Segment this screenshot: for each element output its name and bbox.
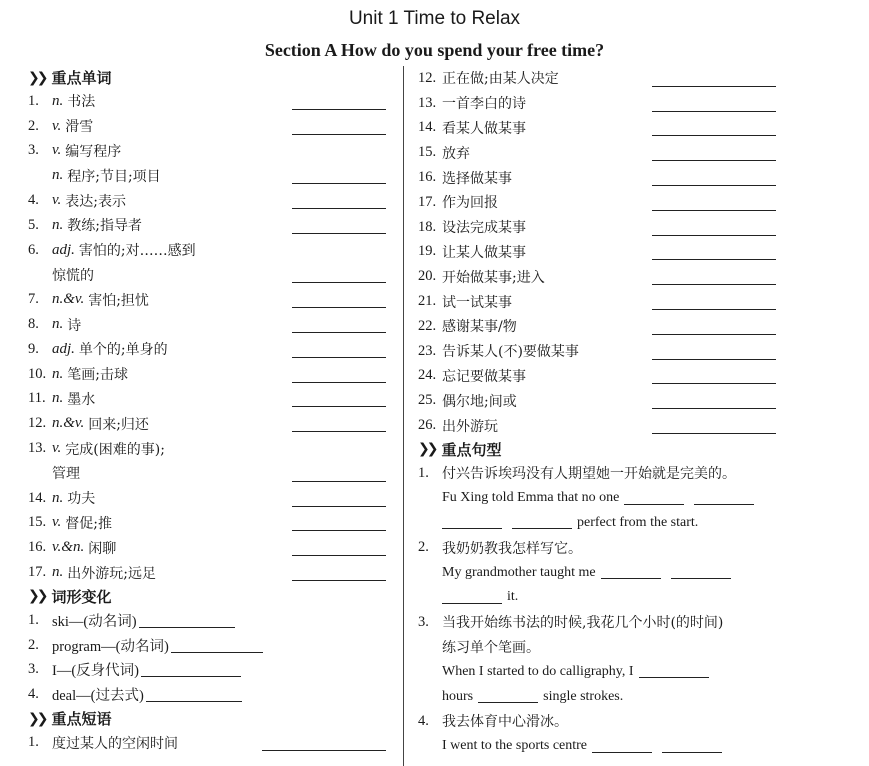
answer-line[interactable] — [292, 506, 386, 507]
answer-line[interactable] — [292, 282, 386, 283]
item-meaning: 督促;推 — [65, 515, 113, 532]
vocab-item — [28, 436, 390, 461]
part-of-speech: n. — [52, 390, 64, 407]
item-number: 12. — [418, 69, 437, 86]
answer-line[interactable] — [146, 687, 242, 702]
vocab-item — [28, 163, 390, 188]
double-chevron-icon: ❯❯ — [28, 588, 46, 605]
phrase-item — [28, 730, 390, 755]
item-meaning: 偶尔地;间或 — [442, 393, 517, 410]
part-of-speech: n. — [52, 216, 64, 233]
phrase-item — [418, 140, 780, 165]
part-of-speech: n. — [52, 564, 64, 581]
word-form-item — [28, 633, 390, 658]
phrase-item — [418, 165, 780, 190]
answer-line[interactable] — [652, 86, 776, 87]
part-of-speech: v. — [52, 117, 62, 134]
answer-line[interactable] — [262, 750, 386, 751]
item-meaning: 功夫 — [67, 491, 96, 508]
word-form-item — [28, 608, 390, 633]
sentence-2-en-b: it. — [418, 585, 780, 610]
item-number: 13. — [28, 440, 47, 457]
part-of-speech: n.&v. — [52, 415, 85, 432]
vocab-item — [28, 337, 390, 362]
item-meaning: 回来;归还 — [88, 416, 149, 433]
phrase-item — [418, 364, 780, 389]
answer-line[interactable] — [292, 134, 386, 135]
item-meaning: 出外游玩;远足 — [67, 565, 156, 582]
answer-blank[interactable] — [639, 665, 709, 678]
item-number: 15. — [418, 144, 437, 161]
answer-line[interactable] — [652, 259, 776, 260]
item-number: 8. — [28, 316, 39, 333]
answer-blank[interactable] — [478, 690, 538, 703]
vocab-item — [28, 312, 390, 337]
phrase-item — [418, 215, 780, 240]
item-number: 12. — [28, 415, 47, 432]
item-meaning: 让某人做某事 — [442, 244, 526, 261]
sentence-2-cn: 2. 我奶奶教我怎样写它。 — [418, 539, 582, 557]
answer-line[interactable] — [652, 334, 776, 335]
item-meaning: 告诉某人(不)要做某事 — [442, 344, 579, 361]
answer-line[interactable] — [292, 183, 386, 184]
answer-line[interactable] — [292, 307, 386, 308]
word-form-item — [28, 658, 390, 683]
sentence-1-en-b: perfect from the start. — [418, 511, 780, 536]
vocab-item — [28, 511, 390, 536]
answer-line[interactable] — [292, 332, 386, 333]
vocab-item — [28, 486, 390, 511]
section-label: 词形变化 — [51, 587, 112, 606]
part-of-speech: n. — [52, 92, 64, 109]
item-number: 9. — [28, 340, 39, 357]
item-number: 5. — [28, 216, 39, 233]
phrase-item — [418, 388, 780, 413]
item-number: 20. — [418, 268, 437, 285]
answer-line[interactable] — [292, 233, 386, 234]
column-divider — [403, 66, 404, 766]
word-form-item — [28, 682, 390, 707]
item-number: 23. — [418, 342, 437, 359]
answer-line[interactable] — [139, 613, 235, 628]
vocab-item — [28, 114, 390, 139]
phrase-item — [418, 289, 780, 314]
sentence-4-cn: 4. 我去体育中心滑冰。 — [418, 712, 568, 731]
phrase-item — [418, 240, 780, 265]
vocab-list — [28, 89, 390, 585]
item-meaning: 害怕的;对……感到 — [78, 243, 196, 260]
answer-line[interactable] — [292, 481, 386, 482]
item-meaning: 设法完成某事 — [442, 220, 526, 237]
item-meaning: 放弃 — [442, 145, 470, 162]
item-meaning: 选择做某事 — [442, 170, 512, 187]
vocab-item — [28, 89, 390, 114]
part-of-speech: v.&n. — [52, 539, 85, 556]
item-number: 1. — [28, 611, 39, 628]
item-number: 1. — [28, 92, 39, 109]
item-number: 7. — [28, 291, 39, 308]
item-number: 16. — [28, 539, 47, 556]
item-number: 17. — [28, 564, 47, 581]
item-meaning: 编写程序 — [65, 143, 122, 160]
phrases-list — [28, 730, 390, 755]
item-prompt: I—(反身代词) — [52, 663, 139, 680]
part-of-speech: n. — [52, 489, 64, 506]
answer-line[interactable] — [292, 530, 386, 531]
item-meaning: 作为回报 — [442, 195, 498, 212]
vocab-item — [28, 139, 390, 164]
phrase-item — [418, 116, 780, 141]
item-meaning: 惊慌的 — [52, 267, 94, 284]
part-of-speech: n. — [52, 365, 64, 382]
right-column — [418, 66, 780, 759]
item-number: 3. — [28, 142, 39, 159]
item-meaning: 正在做;由某人决定 — [442, 71, 559, 88]
answer-blank[interactable] — [512, 516, 572, 529]
answer-blank[interactable] — [442, 516, 502, 529]
item-number: 19. — [418, 243, 437, 260]
answer-blank[interactable] — [694, 492, 754, 505]
answer-line[interactable] — [652, 185, 776, 186]
sentence-3-en-a: When I started to do calligraphy, I — [418, 659, 780, 684]
item-meaning: 单个的;单身的 — [78, 342, 168, 359]
answer-line[interactable] — [652, 309, 776, 310]
double-chevron-icon: ❯❯ — [418, 441, 436, 458]
item-number: 2. — [28, 117, 39, 134]
answer-line[interactable] — [652, 383, 776, 384]
item-number: 14. — [418, 119, 437, 136]
item-meaning: 忘记要做某事 — [442, 368, 526, 385]
item-meaning: 程序;节目;项目 — [67, 168, 161, 185]
page-title: Unit 1 Time to Relax — [348, 8, 521, 29]
item-number: 16. — [418, 169, 437, 186]
vocab-item — [28, 213, 390, 238]
answer-blank[interactable] — [442, 591, 502, 604]
part-of-speech: v. — [52, 142, 62, 159]
item-meaning: 感谢某事/物 — [442, 319, 517, 336]
vocab-item — [28, 238, 390, 263]
item-number: 6. — [28, 241, 39, 258]
double-chevron-icon: ❯❯ — [28, 710, 46, 727]
item-meaning: 表达;表示 — [65, 193, 127, 210]
answer-line[interactable] — [292, 382, 386, 383]
phrase-item — [418, 264, 780, 289]
forms-section-header — [28, 585, 390, 608]
answer-line[interactable] — [292, 357, 386, 358]
item-meaning: 出外游玩 — [442, 418, 498, 435]
item-meaning: 闲聊 — [88, 540, 117, 557]
item-number: 21. — [418, 293, 437, 310]
vocab-section-header — [28, 66, 390, 89]
answer-line[interactable] — [652, 210, 776, 211]
sentence-3-cn-b: 练习单个笔画。 — [442, 639, 540, 656]
item-number: 26. — [418, 417, 437, 434]
phrase-item — [418, 314, 780, 339]
answer-blank[interactable] — [592, 740, 652, 753]
answer-line[interactable] — [652, 284, 776, 285]
item-meaning: 笔画;击球 — [67, 367, 128, 384]
item-number: 13. — [418, 94, 437, 111]
part-of-speech: v. — [52, 440, 62, 457]
item-number: 11. — [28, 390, 46, 407]
phrase-item — [418, 413, 780, 438]
phrases-list-continued — [418, 66, 780, 438]
vocab-item — [28, 387, 390, 412]
vocab-item — [28, 188, 390, 213]
answer-line[interactable] — [652, 111, 776, 112]
item-prompt: program—(动名词) — [52, 638, 169, 655]
answer-line[interactable] — [652, 408, 776, 409]
vocab-item — [28, 535, 390, 560]
vocab-item — [28, 560, 390, 585]
answer-line[interactable] — [292, 431, 386, 432]
phrases-section-header — [28, 707, 390, 730]
section-label: 重点单词 — [51, 69, 112, 87]
item-number: 24. — [418, 367, 437, 384]
item-meaning: 诗 — [67, 317, 82, 334]
sentence-3-en-b: hours single strokes. — [442, 688, 624, 704]
item-meaning: 一首李白的诗 — [442, 96, 526, 113]
item-meaning: 滑雪 — [65, 119, 94, 136]
section-title: Section A How do you spend your free time? — [264, 40, 605, 60]
double-chevron-icon: ❯❯ — [28, 69, 46, 86]
item-number: 10. — [28, 365, 47, 382]
vocab-item — [28, 362, 390, 387]
sentence-3-cn-a: 3. 当我开始练书法的时候,我花几个小时(的时间) — [418, 613, 724, 632]
answer-line[interactable] — [292, 208, 386, 209]
vocab-item — [28, 411, 390, 436]
forms-list — [28, 608, 390, 707]
vocab-item — [28, 461, 390, 486]
answer-line[interactable] — [292, 555, 386, 556]
sentence-4-en-a: I went to the sports centre — [418, 734, 780, 759]
item-meaning: 害怕;担忧 — [88, 292, 149, 309]
answer-line[interactable] — [652, 359, 776, 360]
item-number: 2. — [28, 636, 39, 653]
sentences-section-header — [418, 438, 780, 461]
phrase-item — [418, 91, 780, 116]
part-of-speech: n.&v. — [52, 291, 85, 308]
item-number: 17. — [418, 193, 437, 210]
answer-blank[interactable] — [624, 492, 684, 505]
item-meaning: 教练;指导者 — [67, 218, 142, 235]
item-meaning: 完成(困难的事); — [65, 441, 165, 458]
item-meaning: 度过某人的空闲时间 — [52, 735, 178, 752]
answer-blank[interactable] — [601, 566, 661, 579]
answer-blank[interactable] — [671, 566, 731, 579]
sentence-2-en-a: My grandmother taught me — [418, 560, 780, 585]
item-meaning: 开始做某事;进入 — [442, 269, 545, 286]
item-number: 22. — [418, 317, 437, 334]
part-of-speech: v. — [52, 192, 62, 209]
answer-line[interactable] — [652, 235, 776, 236]
answer-line[interactable] — [292, 580, 386, 581]
left-column — [28, 66, 390, 755]
item-meaning: 试一试某事 — [442, 294, 512, 311]
answer-line[interactable] — [141, 662, 241, 677]
answer-line[interactable] — [652, 135, 776, 136]
answer-line[interactable] — [171, 638, 263, 653]
item-number: 25. — [418, 392, 437, 409]
item-prompt: ski—(动名词) — [52, 613, 137, 630]
sentence-1-cn: 1. 付兴告诉埃玛没有人期望她一开始就是完美的。 — [418, 464, 736, 483]
phrase-item — [418, 190, 780, 215]
part-of-speech: n. — [52, 167, 64, 184]
sentence-1-en-a: Fu Xing told Emma that no one — [418, 486, 780, 511]
answer-line[interactable] — [652, 160, 776, 161]
vocab-item — [28, 263, 390, 288]
item-number: 1. — [28, 734, 39, 751]
item-meaning: 管理 — [52, 466, 80, 483]
part-of-speech: v. — [52, 514, 62, 531]
vocab-item — [28, 287, 390, 312]
item-prompt: deal—(过去式) — [52, 688, 144, 705]
item-meaning: 看某人做某事 — [442, 120, 526, 137]
item-meaning: 墨水 — [67, 391, 96, 408]
item-meaning: 书法 — [67, 94, 96, 111]
item-number: 15. — [28, 514, 47, 531]
section-label: 重点句型 — [441, 440, 502, 459]
item-number: 4. — [28, 686, 39, 703]
part-of-speech: adj. — [52, 241, 75, 258]
item-number: 4. — [28, 192, 39, 209]
answer-line[interactable] — [292, 109, 386, 110]
part-of-speech: adj. — [52, 340, 75, 357]
answer-line[interactable] — [292, 406, 386, 407]
phrase-item — [418, 66, 780, 91]
item-number: 18. — [418, 218, 437, 235]
answer-blank[interactable] — [662, 740, 722, 753]
item-number: 3. — [28, 661, 39, 678]
phrase-item — [418, 339, 780, 364]
answer-line[interactable] — [652, 433, 776, 434]
item-number: 14. — [28, 489, 47, 506]
section-label: 重点短语 — [51, 710, 112, 729]
part-of-speech: n. — [52, 316, 64, 333]
